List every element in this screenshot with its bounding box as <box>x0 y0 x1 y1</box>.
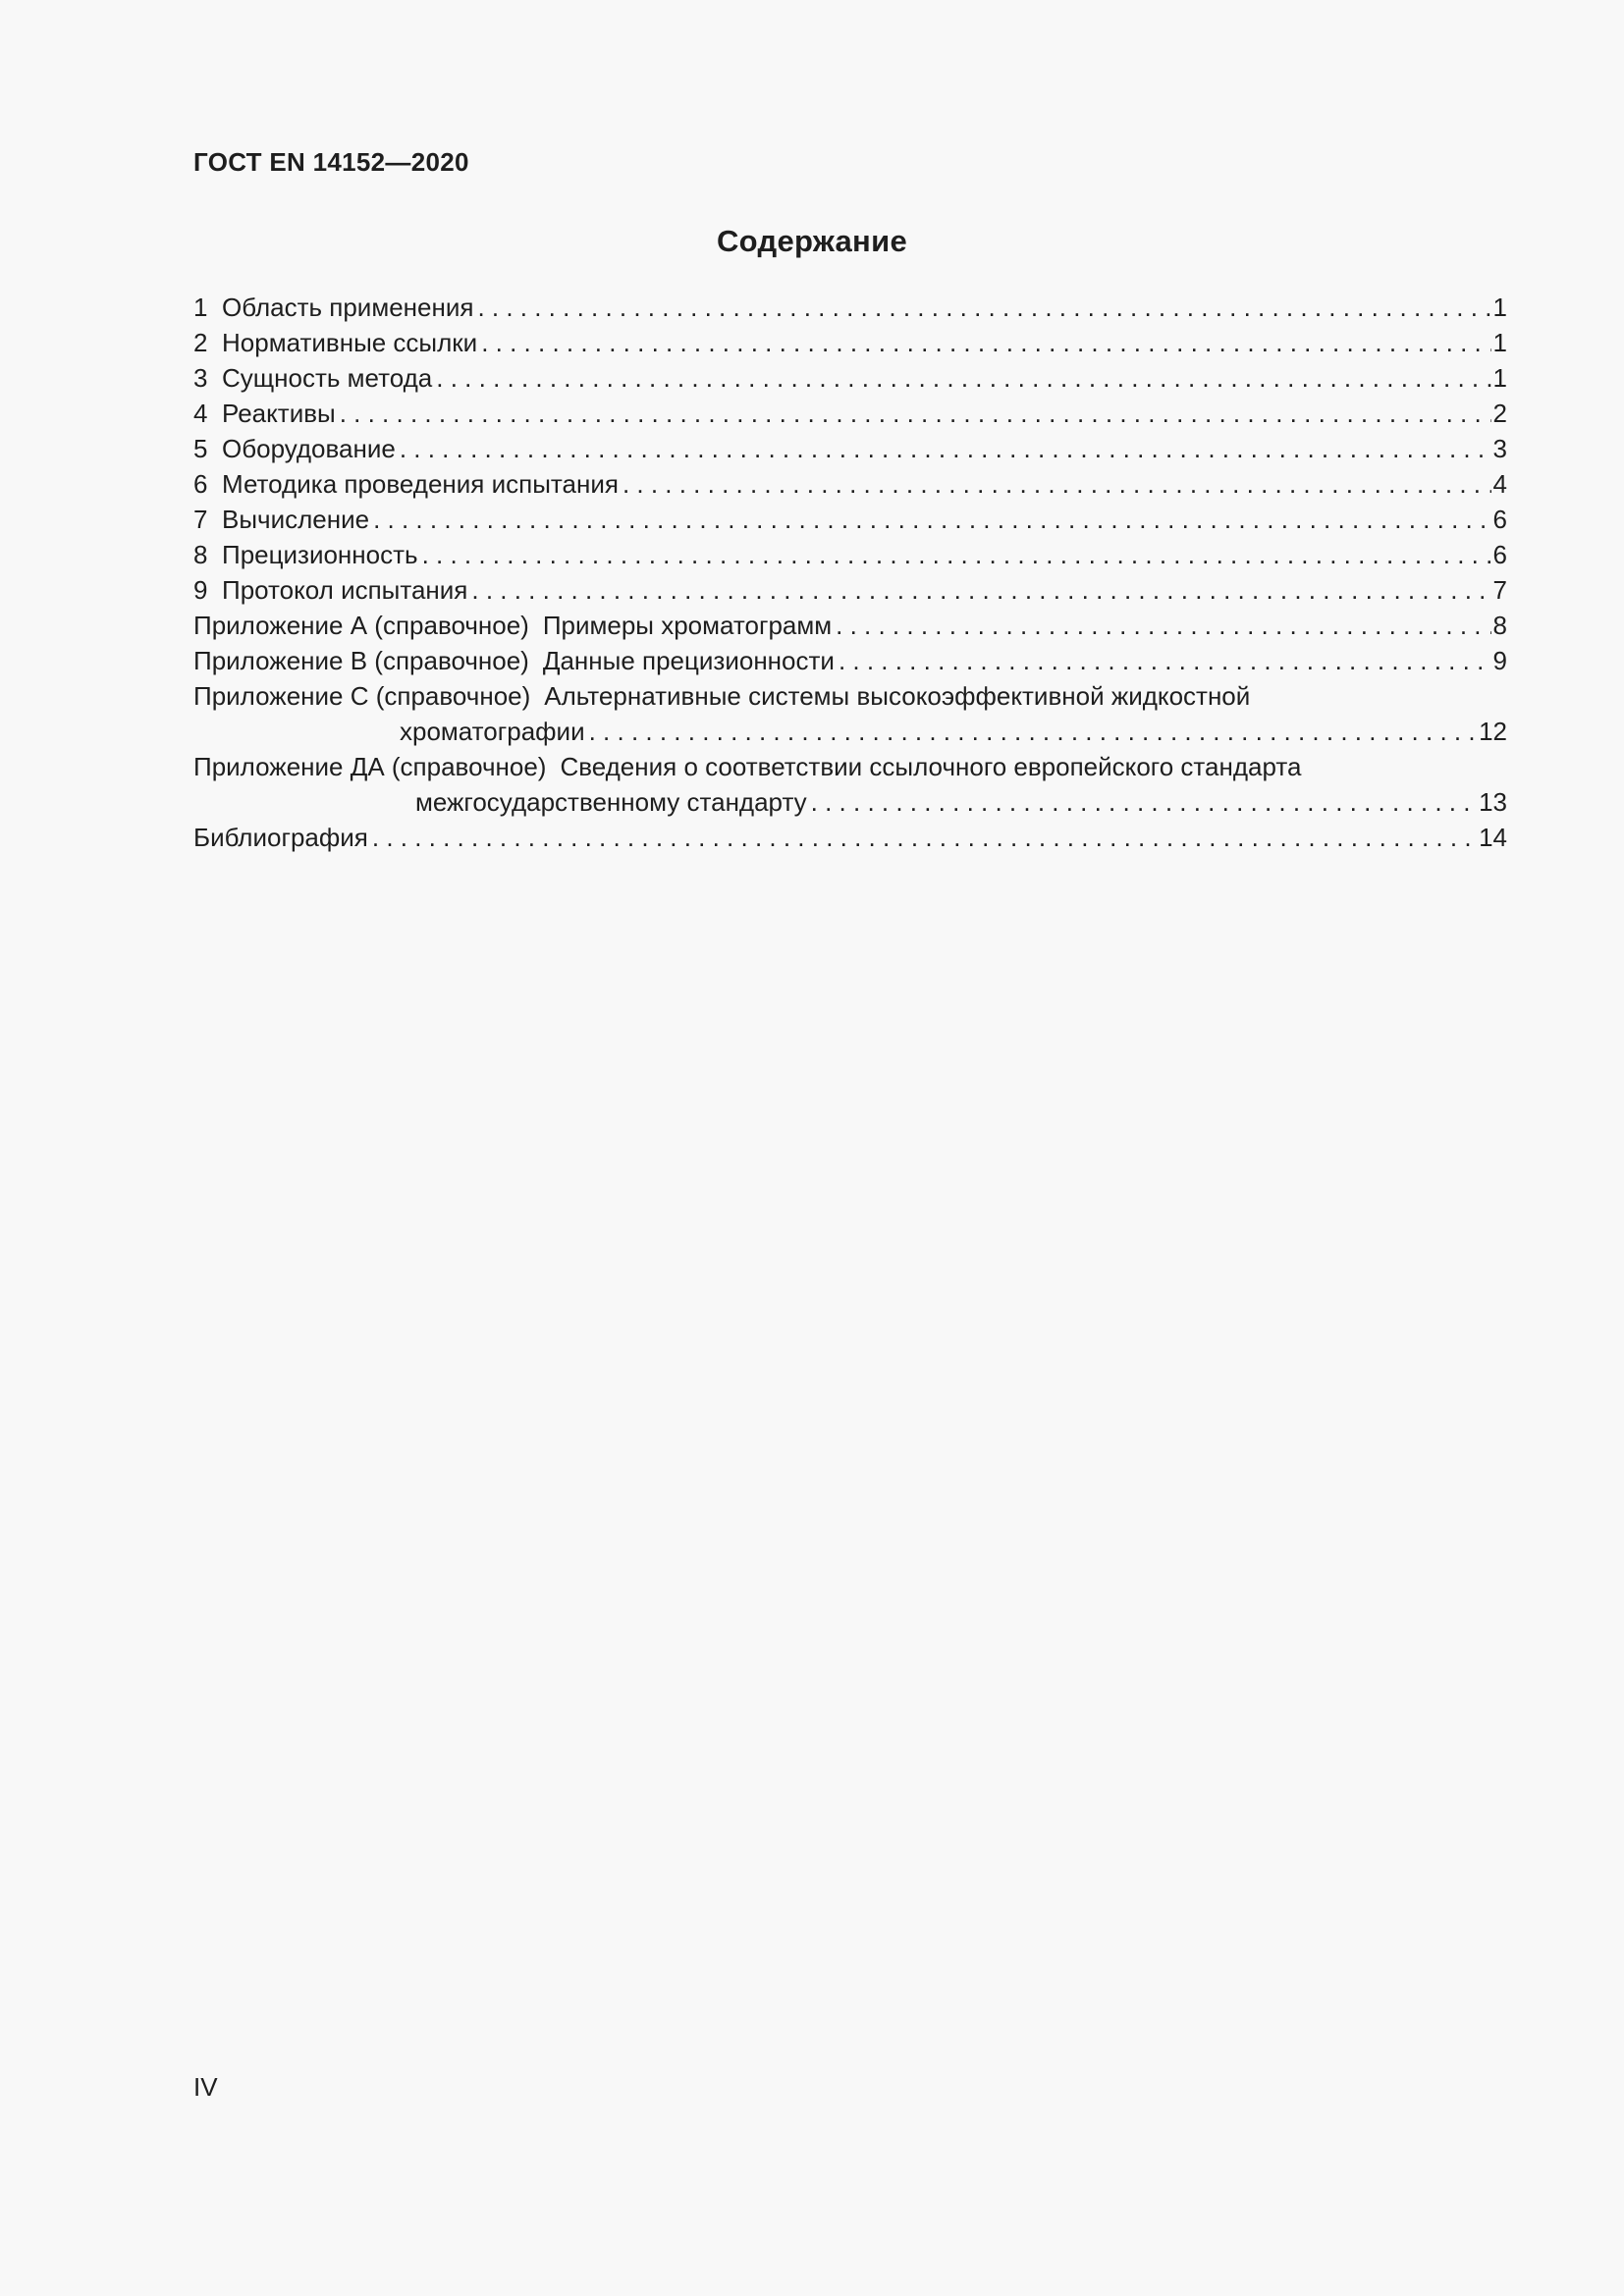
toc-entry-page: 1 <box>1492 363 1507 393</box>
toc-entry-8[interactable] <box>193 537 1507 572</box>
toc-entry-number: 2 <box>193 328 208 357</box>
annex-page: 9 <box>1492 646 1507 675</box>
leader-dots <box>477 290 1490 325</box>
bibliography-page: 14 <box>1479 823 1507 852</box>
toc-entry-page: 1 <box>1492 328 1507 357</box>
annex-title-line1: Альтернативные системы высокоэффективной жидкостной <box>544 681 1251 711</box>
toc-annex-c-line1[interactable] <box>193 678 1507 714</box>
toc-annex-da-line1[interactable] <box>193 749 1507 784</box>
leader-dots <box>422 537 1491 572</box>
annex-title-line2: межгосударственному стандарту <box>415 787 807 817</box>
leader-dots <box>436 360 1490 396</box>
toc-entry-title: Прецизионность <box>222 540 418 569</box>
leader-dots <box>340 396 1491 431</box>
table-of-contents <box>193 290 1507 855</box>
annex-title-line2: хроматографии <box>400 717 585 746</box>
toc-entry-title: Сущность метода <box>222 363 433 393</box>
toc-entry-page: 6 <box>1492 540 1507 569</box>
toc-entry-title: Нормативные ссылки <box>222 328 478 357</box>
toc-entry-9[interactable] <box>193 572 1507 608</box>
bibliography-title: Библиография <box>193 823 368 852</box>
toc-entry-2[interactable] <box>193 325 1507 360</box>
toc-entry-title: Реактивы <box>222 399 336 428</box>
toc-annex-b[interactable] <box>193 643 1507 678</box>
annex-label: Приложение В (справочное) <box>193 646 529 675</box>
leader-dots <box>811 784 1477 820</box>
toc-entry-title: Протокол испытания <box>222 575 468 605</box>
toc-entry-1[interactable] <box>193 290 1507 325</box>
toc-entry-page: 2 <box>1492 399 1507 428</box>
annex-title: Примеры хроматограмм <box>542 611 833 640</box>
annex-label: Приложение А (справочное) <box>193 611 529 640</box>
toc-entry-title: Оборудование <box>222 434 396 463</box>
toc-entry-page: 7 <box>1492 575 1507 605</box>
leader-dots <box>373 502 1490 537</box>
toc-annex-c-line2[interactable] <box>193 714 1507 749</box>
annex-page: 13 <box>1479 787 1507 817</box>
toc-entry-4[interactable] <box>193 396 1507 431</box>
toc-entry-3[interactable] <box>193 360 1507 396</box>
toc-entry-number: 4 <box>193 399 208 428</box>
toc-entry-title: Методика проведения испытания <box>222 469 619 499</box>
toc-entry-page: 1 <box>1492 293 1507 322</box>
leader-dots <box>623 466 1491 502</box>
toc-entry-title: Вычисление <box>222 505 370 534</box>
toc-entry-number: 6 <box>193 469 208 499</box>
page-number: IV <box>193 2072 218 2102</box>
leader-dots <box>836 608 1490 643</box>
leader-dots <box>589 714 1477 749</box>
toc-title: Содержание <box>717 224 907 258</box>
toc-bibliography[interactable] <box>193 820 1507 855</box>
toc-entry-title: Область применения <box>222 293 474 322</box>
annex-title: Данные прецизионности <box>542 646 835 675</box>
toc-entry-6[interactable] <box>193 466 1507 502</box>
toc-entry-number: 1 <box>193 293 208 322</box>
toc-entry-page: 4 <box>1492 469 1507 499</box>
toc-entry-number: 3 <box>193 363 208 393</box>
leader-dots <box>372 820 1477 855</box>
annex-label: Приложение ДА (справочное) <box>193 752 547 781</box>
toc-entry-number: 5 <box>193 434 208 463</box>
annex-page: 12 <box>1479 717 1507 746</box>
leader-dots <box>839 643 1491 678</box>
toc-entry-7[interactable] <box>193 502 1507 537</box>
annex-page: 8 <box>1492 611 1507 640</box>
toc-entry-page: 3 <box>1492 434 1507 463</box>
annex-label: Приложение С (справочное) <box>193 681 531 711</box>
toc-entry-number: 7 <box>193 505 208 534</box>
toc-entry-number: 8 <box>193 540 208 569</box>
toc-entry-page: 6 <box>1492 505 1507 534</box>
toc-entry-number: 9 <box>193 575 208 605</box>
leader-dots <box>481 325 1490 360</box>
leader-dots <box>400 431 1491 466</box>
annex-title-line1: Сведения о соответствии ссылочного европейского стандарта <box>560 752 1302 781</box>
toc-annex-a[interactable] <box>193 608 1507 643</box>
document-header: ГОСТ EN 14152—2020 <box>193 147 469 177</box>
toc-entry-5[interactable] <box>193 431 1507 466</box>
toc-annex-da-line2[interactable] <box>193 784 1507 820</box>
leader-dots <box>471 572 1490 608</box>
